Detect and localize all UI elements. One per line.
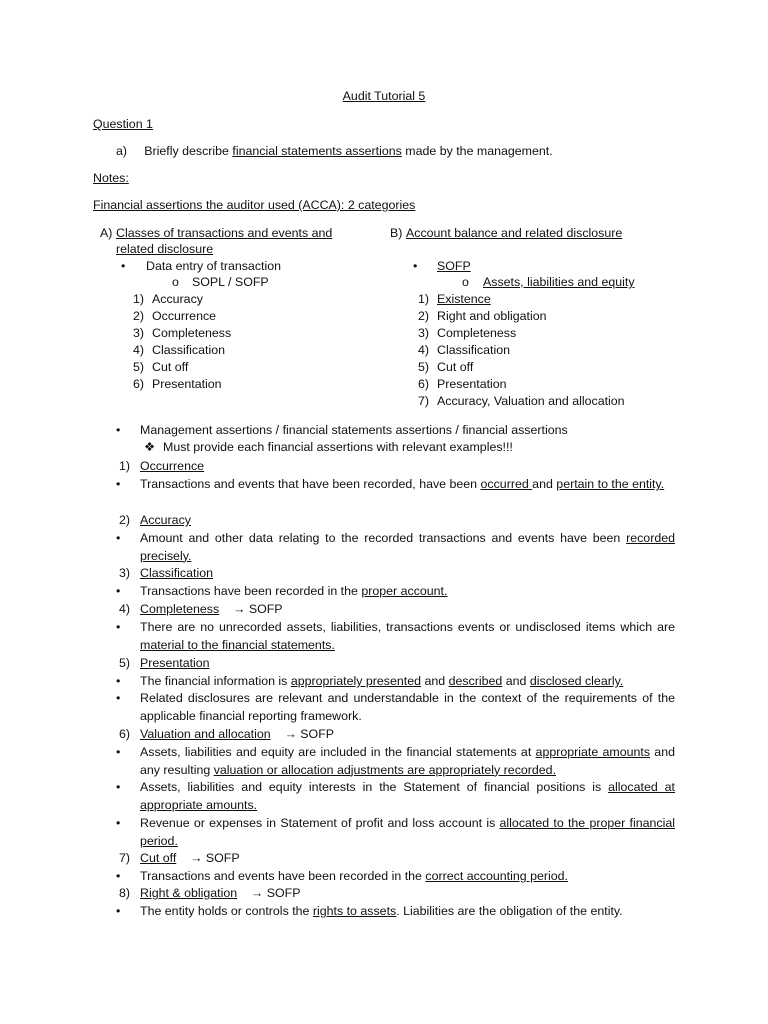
- section-number: 8): [118, 886, 130, 900]
- bullet: •: [116, 531, 121, 545]
- valuation-text-1: Assets, liabilities and equity are included in the financial statements at appropriate amounts and any resulting valuation or allocation adjustments are appropriately recorded.: [140, 745, 675, 777]
- bullet: •: [116, 780, 121, 794]
- bullet: •: [116, 691, 121, 705]
- valuation-text-3: Revenue or expenses in Statement of profit and loss account is allocated to the proper financial period.: [140, 816, 675, 848]
- list-item: 1) Accuracy: [132, 292, 203, 306]
- category-b-bullet: SOFP: [437, 259, 471, 273]
- presentation-text-2: Related disclosures are relevant and understandable in the context of the requirements of the applicable financial reporting framework.: [140, 691, 675, 723]
- bullet: •: [116, 904, 121, 918]
- bullet: •: [116, 816, 121, 830]
- list-item: 3) Completeness: [417, 326, 517, 340]
- list-item: 6) Presentation: [132, 377, 222, 391]
- section-title-occurrence: Occurrence: [140, 459, 205, 473]
- section-title-classification: Classification: [140, 566, 213, 580]
- list-marker: a): [116, 144, 128, 158]
- must-provide: Must provide each financial assertions with relevant examples!!!: [163, 440, 513, 454]
- category-b-sub: Assets, liabilities and equity: [483, 275, 635, 289]
- bullet: •: [116, 584, 121, 598]
- category-a-marker: A): [100, 226, 113, 240]
- sub-bullet: o: [172, 275, 179, 289]
- section-title-valuation: Valuation and allocation → SOFP: [140, 727, 335, 741]
- bullet: •: [413, 259, 418, 273]
- category-b-list: [407, 291, 625, 410]
- section-number: 1): [118, 459, 130, 473]
- section-number: 7): [118, 851, 130, 865]
- presentation-text-1: The financial information is appropriately presented and described and disclosed clearly.: [140, 674, 624, 688]
- classification-text: Transactions have been recorded in the proper account.: [140, 584, 448, 598]
- page-title: Audit Tutorial 5: [342, 89, 426, 103]
- list-item: 4) Classification: [132, 343, 225, 357]
- list-item: 5) Cut off: [132, 360, 189, 374]
- bullet: •: [116, 674, 121, 688]
- arrow-sofp: → SOFP: [250, 886, 301, 900]
- mgmt-assertions: Management assertions / financial statements assertions / financial assertions: [140, 423, 568, 437]
- section-number: 5): [118, 656, 130, 670]
- list-item: 7) Accuracy, Valuation and allocation: [417, 394, 625, 408]
- completeness-text: There are no unrecorded assets, liabilities, transactions events or undisclosed items which are material to the financial statements.: [140, 620, 675, 652]
- section-number: 2): [118, 513, 130, 527]
- list-item: 4) Classification: [417, 343, 510, 357]
- arrow-sofp: → SOFP: [190, 851, 240, 865]
- section-title-cutoff: Cut off → SOFP: [140, 851, 240, 865]
- cutoff-text: Transactions and events have been recorded in the correct accounting period.: [140, 869, 568, 883]
- category-a-bullet: Data entry of transaction: [146, 259, 281, 273]
- list-item: 1) Existence: [417, 292, 491, 306]
- list-item: 2) Occurrence: [132, 309, 217, 323]
- list-item: 2) Right and obligation: [417, 309, 547, 323]
- bullet: •: [121, 259, 126, 273]
- bullet: •: [116, 620, 121, 634]
- category-b-marker: B): [390, 226, 403, 240]
- accuracy-text: Amount and other data relating to the recorded transactions and events have been recorded precisely.: [140, 531, 675, 563]
- category-a-heading-line2: related disclosure: [116, 242, 214, 256]
- section-number: 4): [118, 602, 130, 616]
- category-b-heading: Account balance and related disclosure: [406, 226, 623, 240]
- list-item: 5) Cut off: [417, 360, 474, 374]
- section-number: 3): [118, 566, 130, 580]
- category-a-sub: SOPL / SOFP: [192, 275, 269, 289]
- question-heading: Question 1: [93, 117, 153, 131]
- bullet: •: [116, 477, 121, 491]
- sub-bullet: o: [462, 275, 469, 289]
- diamond-icon: ❖: [144, 440, 156, 454]
- section-title-accuracy: Accuracy: [140, 513, 191, 527]
- arrow-sofp: → SOFP: [232, 602, 283, 616]
- occurrence-text: Transactions and events that have been recorded, have been occurred and pertain to the entity.: [140, 477, 665, 491]
- rights-text: The entity holds or controls the rights to assets. Liabilities are the obligation of the entity.: [140, 904, 623, 918]
- assertions-heading: Financial assertions the auditor used (ACCA): 2 categories: [93, 198, 416, 212]
- section-number: 6): [118, 727, 130, 741]
- arrow-sofp: → SOFP: [284, 727, 335, 741]
- bullet: •: [116, 423, 121, 437]
- category-a-heading-line1: Classes of transactions and events and: [116, 226, 333, 240]
- category-a-list: [122, 291, 231, 393]
- section-title-completeness: Completeness → SOFP: [140, 602, 283, 616]
- list-item: 3) Completeness: [132, 326, 232, 340]
- section-title-rights: Right & obligation → SOFP: [140, 886, 301, 900]
- question-part-a: a) Briefly describe financial statements assertions made by the management.: [116, 144, 553, 158]
- list-item: 6) Presentation: [417, 377, 507, 391]
- bullet: •: [116, 869, 121, 883]
- valuation-text-2: Assets, liabilities and equity interests in the Statement of financial positions is allocated at appropriate amounts.: [140, 780, 675, 812]
- section-title-presentation: Presentation: [140, 656, 210, 670]
- notes-heading: Notes:: [93, 171, 129, 185]
- bullet: •: [116, 745, 121, 759]
